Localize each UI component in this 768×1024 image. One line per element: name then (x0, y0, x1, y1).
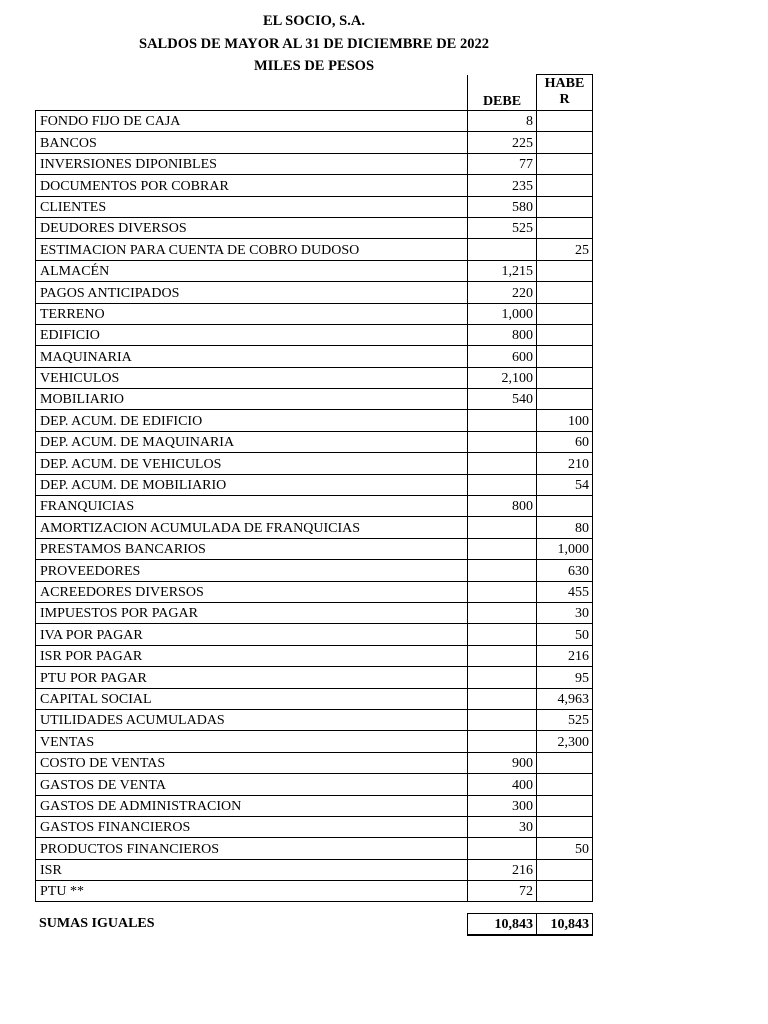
debe-amount-cell (468, 517, 537, 538)
haber-amount-cell (537, 367, 593, 388)
debe-amount-cell (468, 431, 537, 452)
haber-amount-cell (537, 881, 593, 902)
debe-amount-cell: 580 (468, 196, 537, 217)
table-row (36, 645, 593, 666)
haber-amount-cell: 54 (537, 474, 593, 495)
totals-debe: 10,843 (467, 913, 537, 936)
debe-amount-cell: 400 (468, 774, 537, 795)
haber-amount-cell (537, 196, 593, 217)
debe-amount-cell (468, 667, 537, 688)
account-name-cell: IVA POR PAGAR (36, 624, 468, 645)
debe-amount-cell: 525 (468, 217, 537, 238)
report-subtitle: SALDOS DE MAYOR AL 31 DE DICIEMBRE DE 2022 (139, 36, 489, 52)
debe-amount-cell: 2,100 (468, 367, 537, 388)
debe-amount-cell: 800 (468, 496, 537, 517)
account-name-cell: GASTOS DE ADMINISTRACION (36, 795, 468, 816)
haber-amount-cell (537, 774, 593, 795)
account-name-cell: COSTO DE VENTAS (36, 752, 468, 773)
haber-amount-cell (537, 303, 593, 324)
account-name-cell: MOBILIARIO (36, 389, 468, 410)
debe-amount-cell: 216 (468, 859, 537, 880)
table-row (36, 453, 593, 474)
column-header-debe: DEBE (468, 75, 537, 111)
debe-amount-cell: 225 (468, 132, 537, 153)
haber-amount-cell (537, 859, 593, 880)
haber-amount-cell (537, 346, 593, 367)
debe-amount-cell: 1,215 (468, 260, 537, 281)
account-name-cell: AMORTIZACION ACUMULADA DE FRANQUICIAS (36, 517, 468, 538)
debe-amount-cell (468, 709, 537, 730)
debe-amount-cell (468, 453, 537, 474)
account-name-cell: PAGOS ANTICIPADOS (36, 282, 468, 303)
account-name-cell: EDIFICIO (36, 324, 468, 345)
account-name-cell: CAPITAL SOCIAL (36, 688, 468, 709)
account-name-cell: UTILIDADES ACUMULADAS (36, 709, 468, 730)
table-row (36, 624, 593, 645)
haber-amount-cell: 60 (537, 431, 593, 452)
account-name-cell: VENTAS (36, 731, 468, 752)
haber-amount-cell: 4,963 (537, 688, 593, 709)
debe-amount-cell (468, 581, 537, 602)
table-row (36, 538, 593, 559)
table-row (36, 260, 593, 281)
ledger-body (36, 75, 593, 902)
account-name-cell: GASTOS DE VENTA (36, 774, 468, 795)
table-row (36, 517, 593, 538)
table-row (36, 132, 593, 153)
table-row (36, 752, 593, 773)
table-row (36, 111, 593, 132)
haber-amount-cell: 30 (537, 602, 593, 623)
haber-amount-cell: 1,000 (537, 538, 593, 559)
column-header-haber: HABER (537, 75, 593, 111)
table-row (36, 282, 593, 303)
account-name-cell: PROVEEDORES (36, 560, 468, 581)
account-name-cell: ALMACÉN (36, 260, 468, 281)
table-row (36, 196, 593, 217)
table-row (36, 838, 593, 859)
haber-amount-cell: 216 (537, 645, 593, 666)
table-row (36, 859, 593, 880)
totals-label: SUMAS IGUALES (39, 916, 155, 931)
debe-amount-cell: 77 (468, 153, 537, 174)
haber-amount-cell (537, 282, 593, 303)
debe-amount-cell: 300 (468, 795, 537, 816)
table-row (36, 581, 593, 602)
debe-amount-cell: 8 (468, 111, 537, 132)
haber-amount-cell: 25 (537, 239, 593, 260)
haber-amount-cell: 100 (537, 410, 593, 431)
header-row (36, 75, 593, 111)
units-caption: MILES DE PESOS (253, 58, 375, 74)
debe-amount-cell (468, 602, 537, 623)
totals-row (35, 913, 595, 935)
debe-amount-cell (468, 838, 537, 859)
haber-amount-cell (537, 389, 593, 410)
company-title: EL SOCIO, S.A. (263, 13, 365, 29)
haber-amount-cell (537, 175, 593, 196)
debe-amount-cell: 800 (468, 324, 537, 345)
table-row (36, 303, 593, 324)
debe-amount-cell: 220 (468, 282, 537, 303)
account-name-cell: DEUDORES DIVERSOS (36, 217, 468, 238)
table-row (36, 602, 593, 623)
debe-amount-cell (468, 645, 537, 666)
table-row (36, 496, 593, 517)
account-name-cell: DOCUMENTOS POR COBRAR (36, 175, 468, 196)
table-row (36, 709, 593, 730)
debe-amount-cell (468, 688, 537, 709)
table-row (36, 324, 593, 345)
haber-amount-cell (537, 795, 593, 816)
table-row (36, 367, 593, 388)
account-name-cell: FRANQUICIAS (36, 496, 468, 517)
account-name-cell: CLIENTES (36, 196, 468, 217)
haber-amount-cell (537, 816, 593, 837)
table-row (36, 560, 593, 581)
table-row (36, 239, 593, 260)
table-row (36, 881, 593, 902)
debe-amount-cell: 30 (468, 816, 537, 837)
account-name-cell: VEHICULOS (36, 367, 468, 388)
haber-amount-cell (537, 752, 593, 773)
table-row (36, 688, 593, 709)
haber-amount-cell: 630 (537, 560, 593, 581)
debe-amount-cell (468, 239, 537, 260)
haber-amount-cell (537, 153, 593, 174)
table-row (36, 795, 593, 816)
haber-amount-cell: 210 (537, 453, 593, 474)
account-name-cell: PRESTAMOS BANCARIOS (36, 538, 468, 559)
haber-amount-cell: 525 (537, 709, 593, 730)
debe-amount-cell: 72 (468, 881, 537, 902)
haber-amount-cell (537, 132, 593, 153)
table-row (36, 346, 593, 367)
account-name-cell: DEP. ACUM. DE VEHICULOS (36, 453, 468, 474)
account-name-cell: ESTIMACION PARA CUENTA DE COBRO DUDOSO (36, 239, 468, 260)
table-row (36, 731, 593, 752)
haber-amount-cell: 50 (537, 838, 593, 859)
account-name-cell: BANCOS (36, 132, 468, 153)
debe-amount-cell (468, 624, 537, 645)
table-row (36, 175, 593, 196)
haber-amount-cell (537, 324, 593, 345)
haber-amount-cell (537, 496, 593, 517)
debe-amount-cell (468, 410, 537, 431)
haber-amount-cell (537, 111, 593, 132)
haber-amount-cell: 95 (537, 667, 593, 688)
account-name-cell: IMPUESTOS POR PAGAR (36, 602, 468, 623)
haber-amount-cell: 455 (537, 581, 593, 602)
table-row (36, 667, 593, 688)
account-name-cell: ACREEDORES DIVERSOS (36, 581, 468, 602)
haber-amount-cell: 50 (537, 624, 593, 645)
account-name-cell: INVERSIONES DIPONIBLES (36, 153, 468, 174)
account-name-cell: PRODUCTOS FINANCIEROS (36, 838, 468, 859)
debe-amount-cell: 1,000 (468, 303, 537, 324)
account-name-cell: GASTOS FINANCIEROS (36, 816, 468, 837)
table-row (36, 774, 593, 795)
table-row (36, 431, 593, 452)
table-row (36, 410, 593, 431)
debe-amount-cell (468, 731, 537, 752)
debe-amount-cell (468, 560, 537, 581)
account-name-cell: DEP. ACUM. DE EDIFICIO (36, 410, 468, 431)
totals-haber: 10,843 (536, 913, 593, 936)
account-name-cell: DEP. ACUM. DE MAQUINARIA (36, 431, 468, 452)
debe-amount-cell: 600 (468, 346, 537, 367)
header-blank-cell (36, 75, 468, 111)
account-name-cell: PTU POR PAGAR (36, 667, 468, 688)
haber-amount-cell (537, 217, 593, 238)
table-row (36, 389, 593, 410)
account-name-cell: TERRENO (36, 303, 468, 324)
debe-amount-cell (468, 538, 537, 559)
table-row (36, 474, 593, 495)
trial-balance-table (35, 74, 593, 902)
debe-amount-cell: 540 (468, 389, 537, 410)
debe-amount-cell (468, 474, 537, 495)
account-name-cell: FONDO FIJO DE CAJA (36, 111, 468, 132)
haber-amount-cell (537, 260, 593, 281)
table-row (36, 153, 593, 174)
table-row (36, 217, 593, 238)
table-row (36, 816, 593, 837)
haber-amount-cell: 2,300 (537, 731, 593, 752)
account-name-cell: ISR POR PAGAR (36, 645, 468, 666)
debe-amount-cell: 235 (468, 175, 537, 196)
account-name-cell: DEP. ACUM. DE MOBILIARIO (36, 474, 468, 495)
debe-amount-cell: 900 (468, 752, 537, 773)
account-name-cell: MAQUINARIA (36, 346, 468, 367)
haber-amount-cell: 80 (537, 517, 593, 538)
account-name-cell: PTU ** (36, 881, 468, 902)
account-name-cell: ISR (36, 859, 468, 880)
